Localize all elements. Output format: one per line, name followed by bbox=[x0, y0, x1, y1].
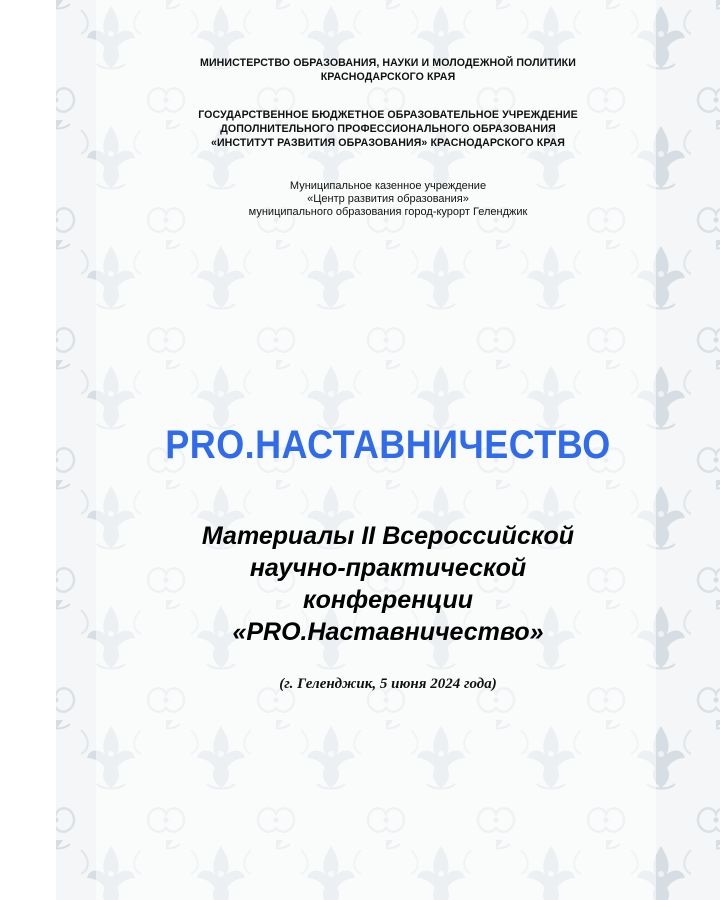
municipal-line: муниципального образования город-курорт Геленджик bbox=[248, 206, 528, 218]
municipal-line: Муниципальное казенное учреждение bbox=[289, 180, 487, 192]
institute-line: «ИНСТИТУТ РАЗВИТИЯ ОБРАЗОВАНИЯ» КРАСНОДАРСКОГО КРАЯ bbox=[210, 137, 566, 149]
municipal-line: «Центр развития образования» bbox=[307, 193, 469, 205]
institute-line: ГОСУДАРСТВЕННОЕ БЮДЖЕТНОЕ ОБРАЗОВАТЕЛЬНОЕ УЧРЕЖДЕНИЕ bbox=[198, 109, 578, 121]
ministry-header bbox=[56, 56, 720, 84]
municipal-header bbox=[56, 180, 720, 219]
subtitle-line: конференции bbox=[302, 586, 474, 614]
left-margin bbox=[0, 0, 56, 900]
ministry-line: КРАСНОДАРСКОГО КРАЯ bbox=[320, 71, 456, 83]
place-and-date: (г. Геленджик, 5 июня 2024 года) bbox=[279, 676, 497, 692]
cover-content bbox=[56, 0, 720, 900]
main-title: PRO.НАСТАВНИЧЕСТВО bbox=[165, 423, 611, 467]
institute-line: ДОПОЛНИТЕЛЬНОГО ПРОФЕССИОНАЛЬНОГО ОБРАЗОВАНИЯ bbox=[220, 123, 556, 135]
institute-header bbox=[56, 108, 720, 150]
subtitle-line: Материалы II Всероссийской bbox=[201, 522, 575, 550]
conference-subtitle bbox=[56, 520, 720, 648]
ministry-line: МИНИСТЕРСТВО ОБРАЗОВАНИЯ, НАУКИ И МОЛОДЕЖНОЙ ПОЛИТИКИ bbox=[200, 57, 576, 69]
subtitle-line: научно-практической bbox=[249, 554, 527, 582]
subtitle-line: «PRO.Наставничество» bbox=[232, 618, 544, 646]
